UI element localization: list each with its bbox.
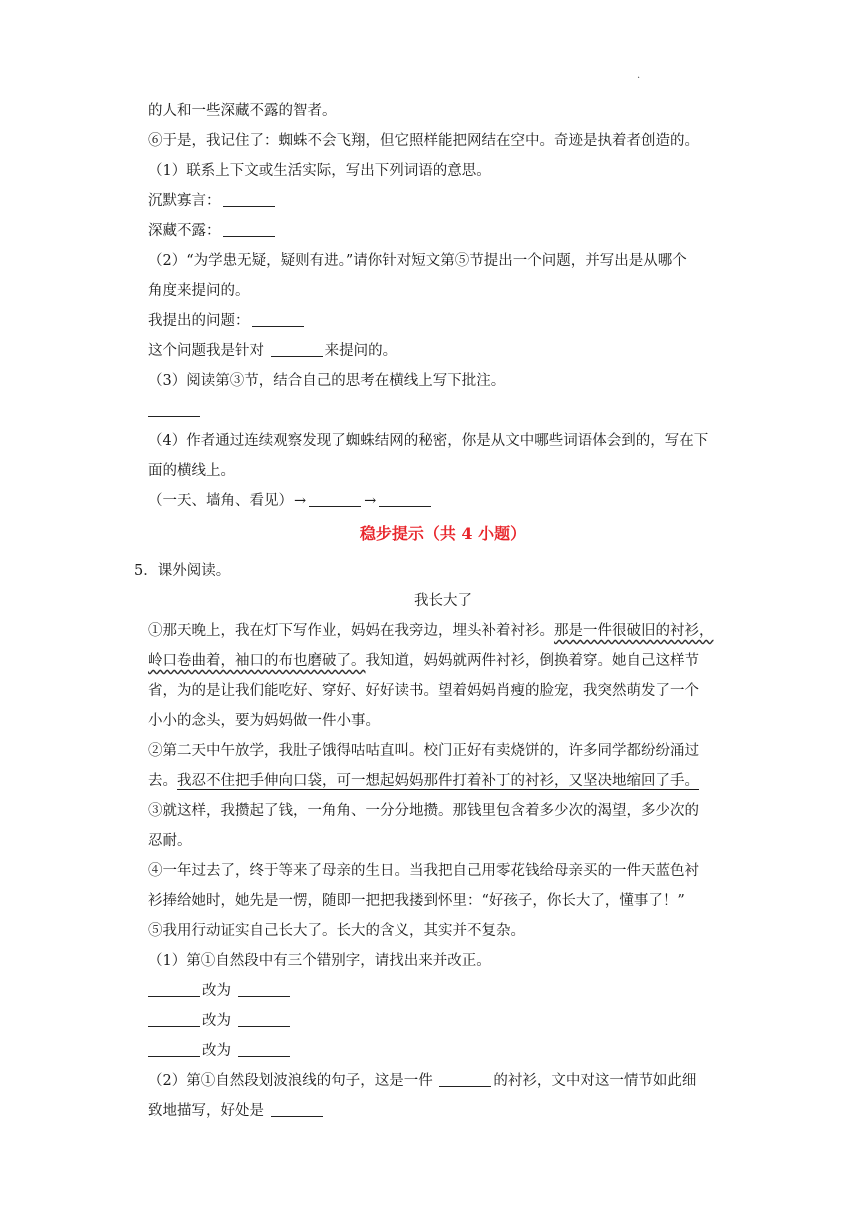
text-span: （2）第①自然段划波浪线的句子，这是一件 xyxy=(148,1073,438,1089)
passage-p2-line-1: ②第二天中午放学，我肚子饿得咕咕直叫。校门正好有卖烧饼的，许多同学都纷纷涌过 xyxy=(148,743,699,759)
sub-question-2-line-2 xyxy=(148,1096,738,1126)
question-4-line-1: （4）作者通过连续观察发现了蜘蛛结网的秘密，你是从文中哪些词语体会到的，写在下 xyxy=(148,433,709,449)
question-3: （3）阅读第③节，结合自己的思考在横线上写下批注。 xyxy=(148,373,506,389)
answer-blank[interactable] xyxy=(271,340,323,357)
answer-line-chenmo xyxy=(148,186,738,216)
answer-blank[interactable] xyxy=(252,310,304,327)
answer-blank[interactable] xyxy=(148,1040,200,1057)
wavy-underlined-text: 那是一件很破旧的衬衫， xyxy=(554,623,714,639)
answer-blank[interactable] xyxy=(148,1010,200,1027)
passage-p4-line-2: 衫捧给她时，她先是一愣，随即一把把我搂到怀里：“好孩子，你长大了，懂事了！” xyxy=(148,893,685,909)
passage-p1-line-1 xyxy=(148,616,738,646)
answer-blank[interactable] xyxy=(439,1070,491,1087)
answer-blank[interactable] xyxy=(148,980,200,997)
correction-row xyxy=(148,976,738,1006)
passage-p3-line-2: 忍耐。 xyxy=(148,833,192,849)
text-span: 我知道，妈妈就两件衬衫，倒换着穿。她自己这样节 xyxy=(365,653,699,669)
change-to-label: 改为 xyxy=(202,983,236,999)
text-span: 致地描写，好处是 xyxy=(148,1103,269,1119)
question-2-line-2: 角度来提问的。 xyxy=(148,283,250,299)
passage-p1-line-3: 省，为的是让我们能吃好、穿好、好好读书。望着妈妈肖瘦的脸宠，我突然萌发了一个 xyxy=(148,683,699,699)
correction-row xyxy=(148,1036,738,1066)
arrow-icon: → xyxy=(364,493,377,509)
passage-p5: ⑤我用行动证实自己长大了。长大的含义，其实并不复杂。 xyxy=(148,923,525,939)
answer-label: 我提出的问题： xyxy=(148,313,250,329)
text-span: 去。 xyxy=(148,773,177,789)
answer-blank[interactable] xyxy=(148,400,200,417)
answer-blank[interactable] xyxy=(271,1100,323,1117)
page-mark: . xyxy=(637,70,641,81)
answer-suffix: 来提问的。 xyxy=(324,343,398,359)
answer-blank[interactable] xyxy=(238,980,290,997)
answer-line-angle xyxy=(148,336,738,366)
document-body xyxy=(134,96,738,1126)
text-span: 的衬衫，文中对这一情节如此细 xyxy=(493,1073,697,1089)
answer-line-question xyxy=(148,306,738,336)
question-4-line-2: 面的横线上。 xyxy=(148,463,235,479)
answer-blank[interactable] xyxy=(309,490,361,507)
underlined-text: 我忍不住把手伸向口袋，可一想起妈妈那件打着补丁的衬衫，又坚决地缩回了手。 xyxy=(177,773,699,789)
answer-label: 深藏不露： xyxy=(148,223,221,239)
passage-p1-line-2 xyxy=(148,646,738,676)
text-line: 的人和一些深藏不露的智者。 xyxy=(148,103,337,119)
section-heading: 稳步提示（共 4 小题） xyxy=(359,524,527,543)
passage-title: 我长大了 xyxy=(414,593,472,609)
passage-p4-line-1: ④一年过去了，终于等来了母亲的生日。当我把自己用零花钱给母亲买的一件天蓝色衬 xyxy=(148,863,699,879)
answer-blank[interactable] xyxy=(223,220,275,237)
paragraph-6: ⑥于是，我记住了：蜘蛛不会飞翔，但它照样能把网结在空中。奇迹是执着者创造的。 xyxy=(148,133,699,149)
answer-blank[interactable] xyxy=(238,1040,290,1057)
question-5-label: 5．课外阅读。 xyxy=(134,563,231,579)
answer-line-sequence xyxy=(148,486,738,516)
answer-label: 沉默寡言： xyxy=(148,193,221,209)
answer-line-annotation xyxy=(148,396,738,426)
change-to-label: 改为 xyxy=(202,1013,236,1029)
wavy-underlined-text: 岭口卷曲着，袖口的布也磨破了。 xyxy=(148,653,366,669)
passage-p2-line-2 xyxy=(148,766,738,796)
answer-blank[interactable] xyxy=(379,490,431,507)
sub-question-2-line-1 xyxy=(148,1066,738,1096)
sub-question-1: （1）第①自然段中有三个错别字，请找出来并改正。 xyxy=(148,953,491,969)
passage-p3-line-1: ③就这样，我攒起了钱，一角角、一分分地攒。那钱里包含着多少次的渴望，多少次的 xyxy=(148,803,699,819)
question-2-line-1: （2）“为学患无疑，疑则有进。”请你针对短文第⑤节提出一个问题，并写出是从哪个 xyxy=(148,253,687,269)
sequence-prefix: （一天、墙角、看见） xyxy=(148,493,293,509)
text-span: ①那天晚上，我在灯下写作业，妈妈在我旁边，埋头补着衬衫。 xyxy=(148,623,554,639)
answer-prefix: 这个问题我是针对 xyxy=(148,343,269,359)
arrow-icon: → xyxy=(294,493,307,509)
answer-blank[interactable] xyxy=(223,190,275,207)
correction-row xyxy=(148,1006,738,1036)
passage-p1-line-4: 小小的念头，要为妈妈做一件小事。 xyxy=(148,713,380,729)
change-to-label: 改为 xyxy=(202,1043,236,1059)
answer-line-shencang xyxy=(148,216,738,246)
question-1: （1）联系上下文或生活实际，写出下列词语的意思。 xyxy=(148,163,491,179)
answer-blank[interactable] xyxy=(238,1010,290,1027)
